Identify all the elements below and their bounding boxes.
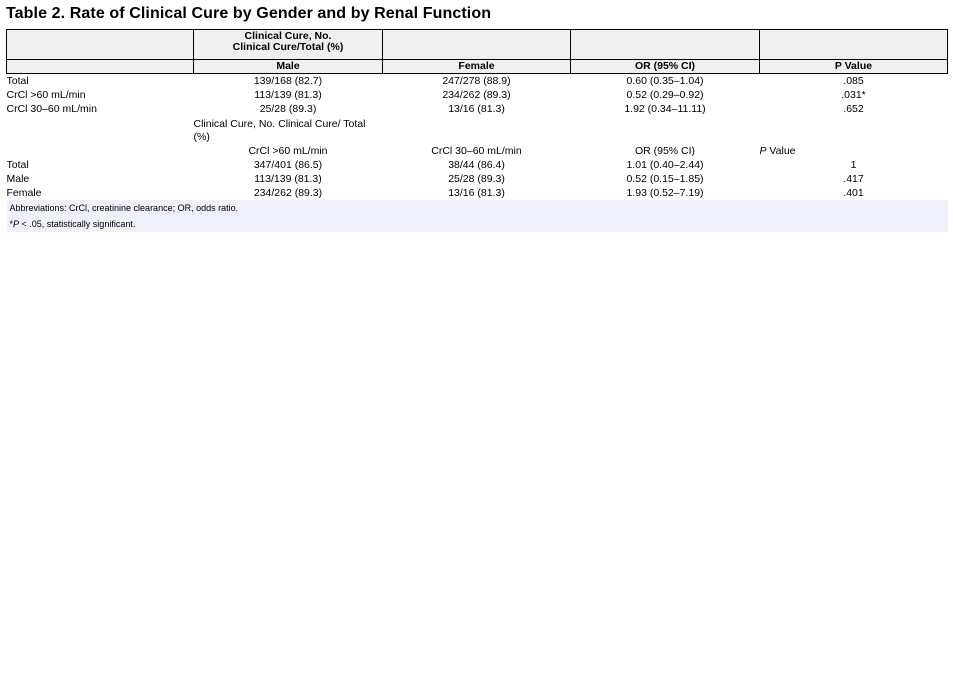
table-row	[7, 102, 948, 116]
column-header-male: Male	[194, 60, 383, 74]
cell-or: 0.52 (0.29–0.92)	[626, 89, 704, 101]
cell-male: 139/168 (82.7)	[253, 75, 323, 87]
footnote-abbreviations: Abbreviations: CrCl, creatinine clearance; OR, odds ratio.	[7, 200, 948, 216]
footnote-row	[7, 200, 948, 216]
column-header-female: Female	[383, 60, 571, 74]
cell-male: 113/139 (81.3)	[254, 89, 322, 101]
subheader-crcl-low: CrCl 30–60 mL/min	[431, 145, 522, 157]
subheader-empty-cell	[571, 116, 760, 144]
header-empty-cell	[760, 30, 948, 60]
row-label: Total	[6, 159, 29, 171]
table-row	[7, 158, 948, 172]
subheader-crcl-high: CrCl >60 mL/min	[248, 145, 328, 157]
table-title: Table 2. Rate of Clinical Cure by Gender and by Renal Function	[6, 5, 492, 22]
header-empty-cell	[571, 30, 760, 60]
footnote-row	[7, 216, 948, 232]
cell-or: 1.01 (0.40–2.44)	[626, 159, 704, 171]
p-italic: P	[759, 145, 767, 157]
row-label: Male	[6, 173, 30, 185]
cell-crcl-high: 234/262 (89.3)	[253, 187, 323, 199]
row-label: Female	[6, 187, 42, 199]
p-value-rest: Value	[766, 145, 796, 157]
row-label: Total	[6, 75, 29, 87]
cell-female: 234/262 (89.3)	[442, 89, 511, 101]
cell-male: 25/28 (89.3)	[259, 103, 317, 115]
cell-or: 1.93 (0.52–7.19)	[626, 187, 704, 199]
subheader-or: OR (95% CI)	[634, 145, 696, 157]
header-empty-cell	[7, 30, 194, 60]
row-label: CrCl >60 mL/min	[6, 89, 86, 101]
cell-or: 1.92 (0.34–11.11)	[624, 103, 706, 115]
subheader-columns-row	[7, 144, 948, 158]
cell-or: 0.52 (0.15–1.85)	[626, 173, 704, 185]
table-row	[7, 186, 948, 200]
cell-p-value: 1	[850, 159, 857, 171]
cell-or: 0.60 (0.35–1.04)	[626, 75, 704, 87]
cell-p-value: .417	[843, 173, 864, 185]
cell-p-value: .031*	[841, 89, 866, 101]
header-row-columns	[7, 60, 948, 74]
header-row-top	[7, 30, 948, 60]
subheader-empty-cell	[760, 116, 948, 144]
header-group-label	[194, 30, 383, 60]
subheader-empty-cell	[7, 116, 194, 144]
cell-p-value: .085	[843, 75, 864, 87]
subheader-p-value	[760, 144, 948, 158]
subheader-group-row	[7, 116, 948, 144]
header-group-label-line1: Clinical Cure, No.	[244, 30, 332, 42]
table-row	[7, 88, 948, 102]
cell-crcl-low: 25/28 (89.3)	[448, 173, 505, 185]
header-empty-cell	[383, 30, 571, 60]
cell-female: 247/278 (88.9)	[442, 75, 511, 87]
cell-crcl-high: 347/401 (86.5)	[253, 159, 323, 171]
row-label: CrCl 30–60 mL/min	[6, 103, 97, 115]
footnote-significance	[7, 216, 948, 232]
header-empty-cell	[7, 60, 194, 74]
column-header-p-value: P Value	[760, 60, 948, 74]
cell-crcl-low: 13/16 (81.3)	[448, 187, 505, 199]
column-header-or: OR (95% CI)	[571, 60, 760, 74]
header-group-label-line2: Clinical Cure/Total (%)	[232, 41, 344, 53]
table-row	[7, 74, 948, 89]
subheader-empty-cell	[7, 144, 194, 158]
footnote-asterisk: *	[9, 219, 14, 229]
subheader-group-label: Clinical Cure, No. Clinical Cure/ Total (%)	[193, 118, 366, 143]
subheader-empty-cell	[383, 116, 571, 144]
results-table	[6, 29, 948, 232]
footnote-significance-text: < .05, statistically significant.	[19, 219, 136, 229]
cell-female: 13/16 (81.3)	[448, 103, 505, 115]
cell-p-value: .401	[843, 187, 864, 199]
cell-p-value: .652	[843, 103, 864, 115]
cell-crcl-high: 113/139 (81.3)	[254, 173, 322, 185]
results-table-container	[6, 29, 947, 232]
cell-crcl-low: 38/44 (86.4)	[448, 159, 505, 171]
table-row	[7, 172, 948, 186]
footnote-p-italic: P	[13, 219, 20, 229]
